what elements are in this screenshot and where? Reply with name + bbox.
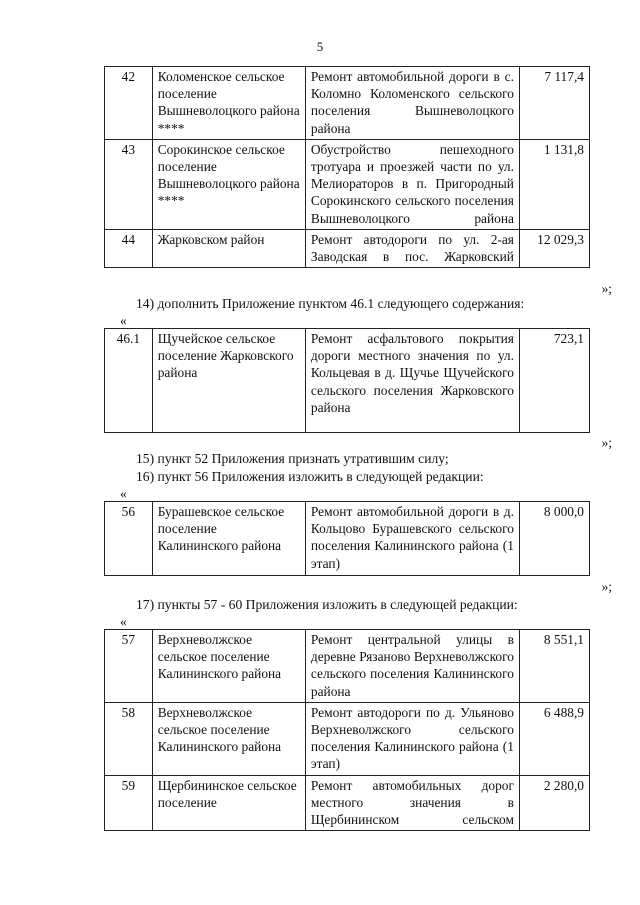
- opening-quote: «: [120, 486, 127, 501]
- row-number: 58: [105, 702, 153, 775]
- opening-quote: «: [120, 313, 127, 328]
- municipality-name: Верхневолжское сельское поселение Калининского района: [152, 630, 305, 703]
- item-16-text: 16) пункт 56 Приложения изложить в следующей редакции:: [136, 469, 484, 484]
- work-description: Ремонт автомобильных дорог местного значения в Щербининском сельском: [305, 775, 519, 831]
- amount: 8 000,0: [519, 502, 589, 576]
- item-17-text: 17) пункты 57 - 60 Приложения изложить в следующей редакции:: [136, 597, 518, 612]
- table-row: [105, 139, 590, 229]
- amount: 1 131,8: [519, 139, 589, 229]
- row-number: 46.1: [105, 329, 153, 433]
- table-row: [105, 702, 590, 775]
- table-row: [105, 67, 590, 140]
- work-description: Ремонт центральной улицы в деревне Рязаново Верхневолжского сельского поселения Калининского района: [305, 630, 519, 703]
- closing-quote: »;: [601, 579, 612, 594]
- row-number: 59: [105, 775, 153, 831]
- municipality-name: Верхневолжское сельское поселение Калининского района: [152, 702, 305, 775]
- work-description: Ремонт автодороги по д. Ульяново Верхневолжского сельского поселения Калининского района (1 этап): [305, 702, 519, 775]
- table-row: [105, 229, 590, 267]
- opening-quote: «: [120, 614, 127, 629]
- amount: 12 029,3: [519, 229, 589, 267]
- appendix-table-2: [104, 328, 590, 433]
- page-number: 5: [316, 39, 324, 54]
- table-row: [105, 329, 590, 433]
- municipality-name: Бурашевское сельское поселение Калининского района: [152, 502, 305, 576]
- item-14-text: 14) дополнить Приложение пунктом 46.1 следующего содержания:: [136, 296, 525, 311]
- municipality-name: Щучейское сельское поселение Жарковского района: [152, 329, 305, 433]
- row-number: 43: [105, 139, 153, 229]
- work-description: Ремонт автодороги по ул. 2-ая Заводская в пос. Жарковский: [305, 229, 519, 267]
- municipality-name: Щербининское сельское поселение: [152, 775, 305, 831]
- table-row: [105, 502, 590, 576]
- item-15-text: 15) пункт 52 Приложения признать утратившим силу;: [136, 451, 449, 466]
- amount: 2 280,0: [519, 775, 589, 831]
- municipality-name: Жарковском район: [152, 229, 305, 267]
- table-row: [105, 630, 590, 703]
- work-description: Ремонт асфальтового покрытия дороги местного значения по ул. Кольцевая в д. Щучье Щучейского сельского поселения Жарковского района: [305, 329, 519, 433]
- row-number: 57: [105, 630, 153, 703]
- appendix-table-1: [104, 66, 590, 268]
- amount: 8 551,1: [519, 630, 589, 703]
- row-number: 42: [105, 67, 153, 140]
- appendix-table-3: [104, 501, 590, 576]
- work-description: Обустройство пешеходного тротуара и проезжей части по ул. Мелиораторов в п. Пригородный Сорокинского сельского поселения Вышневолоцкого района: [305, 139, 519, 229]
- work-description: Ремонт автомобильной дороги в д. Кольцово Бурашевского сельского поселения Калининского района (1 этап): [305, 502, 519, 576]
- work-description: Ремонт автомобильной дороги в с. Коломно Коломенского сельского поселения Вышневолоцкого района: [305, 67, 519, 140]
- municipality-name: Коломенское сельское поселение Вышневолоцкого района ****: [152, 67, 305, 140]
- row-number: 56: [105, 502, 153, 576]
- amount: 7 117,4: [519, 67, 589, 140]
- amount: 723,1: [519, 329, 589, 433]
- closing-quote: »;: [601, 435, 612, 450]
- table-row: [105, 775, 590, 831]
- amount: 6 488,9: [519, 702, 589, 775]
- row-number: 44: [105, 229, 153, 267]
- closing-quote: »;: [601, 281, 612, 296]
- municipality-name: Сорокинское сельское поселение Вышневолоцкого района ****: [152, 139, 305, 229]
- appendix-table-4: [104, 629, 590, 831]
